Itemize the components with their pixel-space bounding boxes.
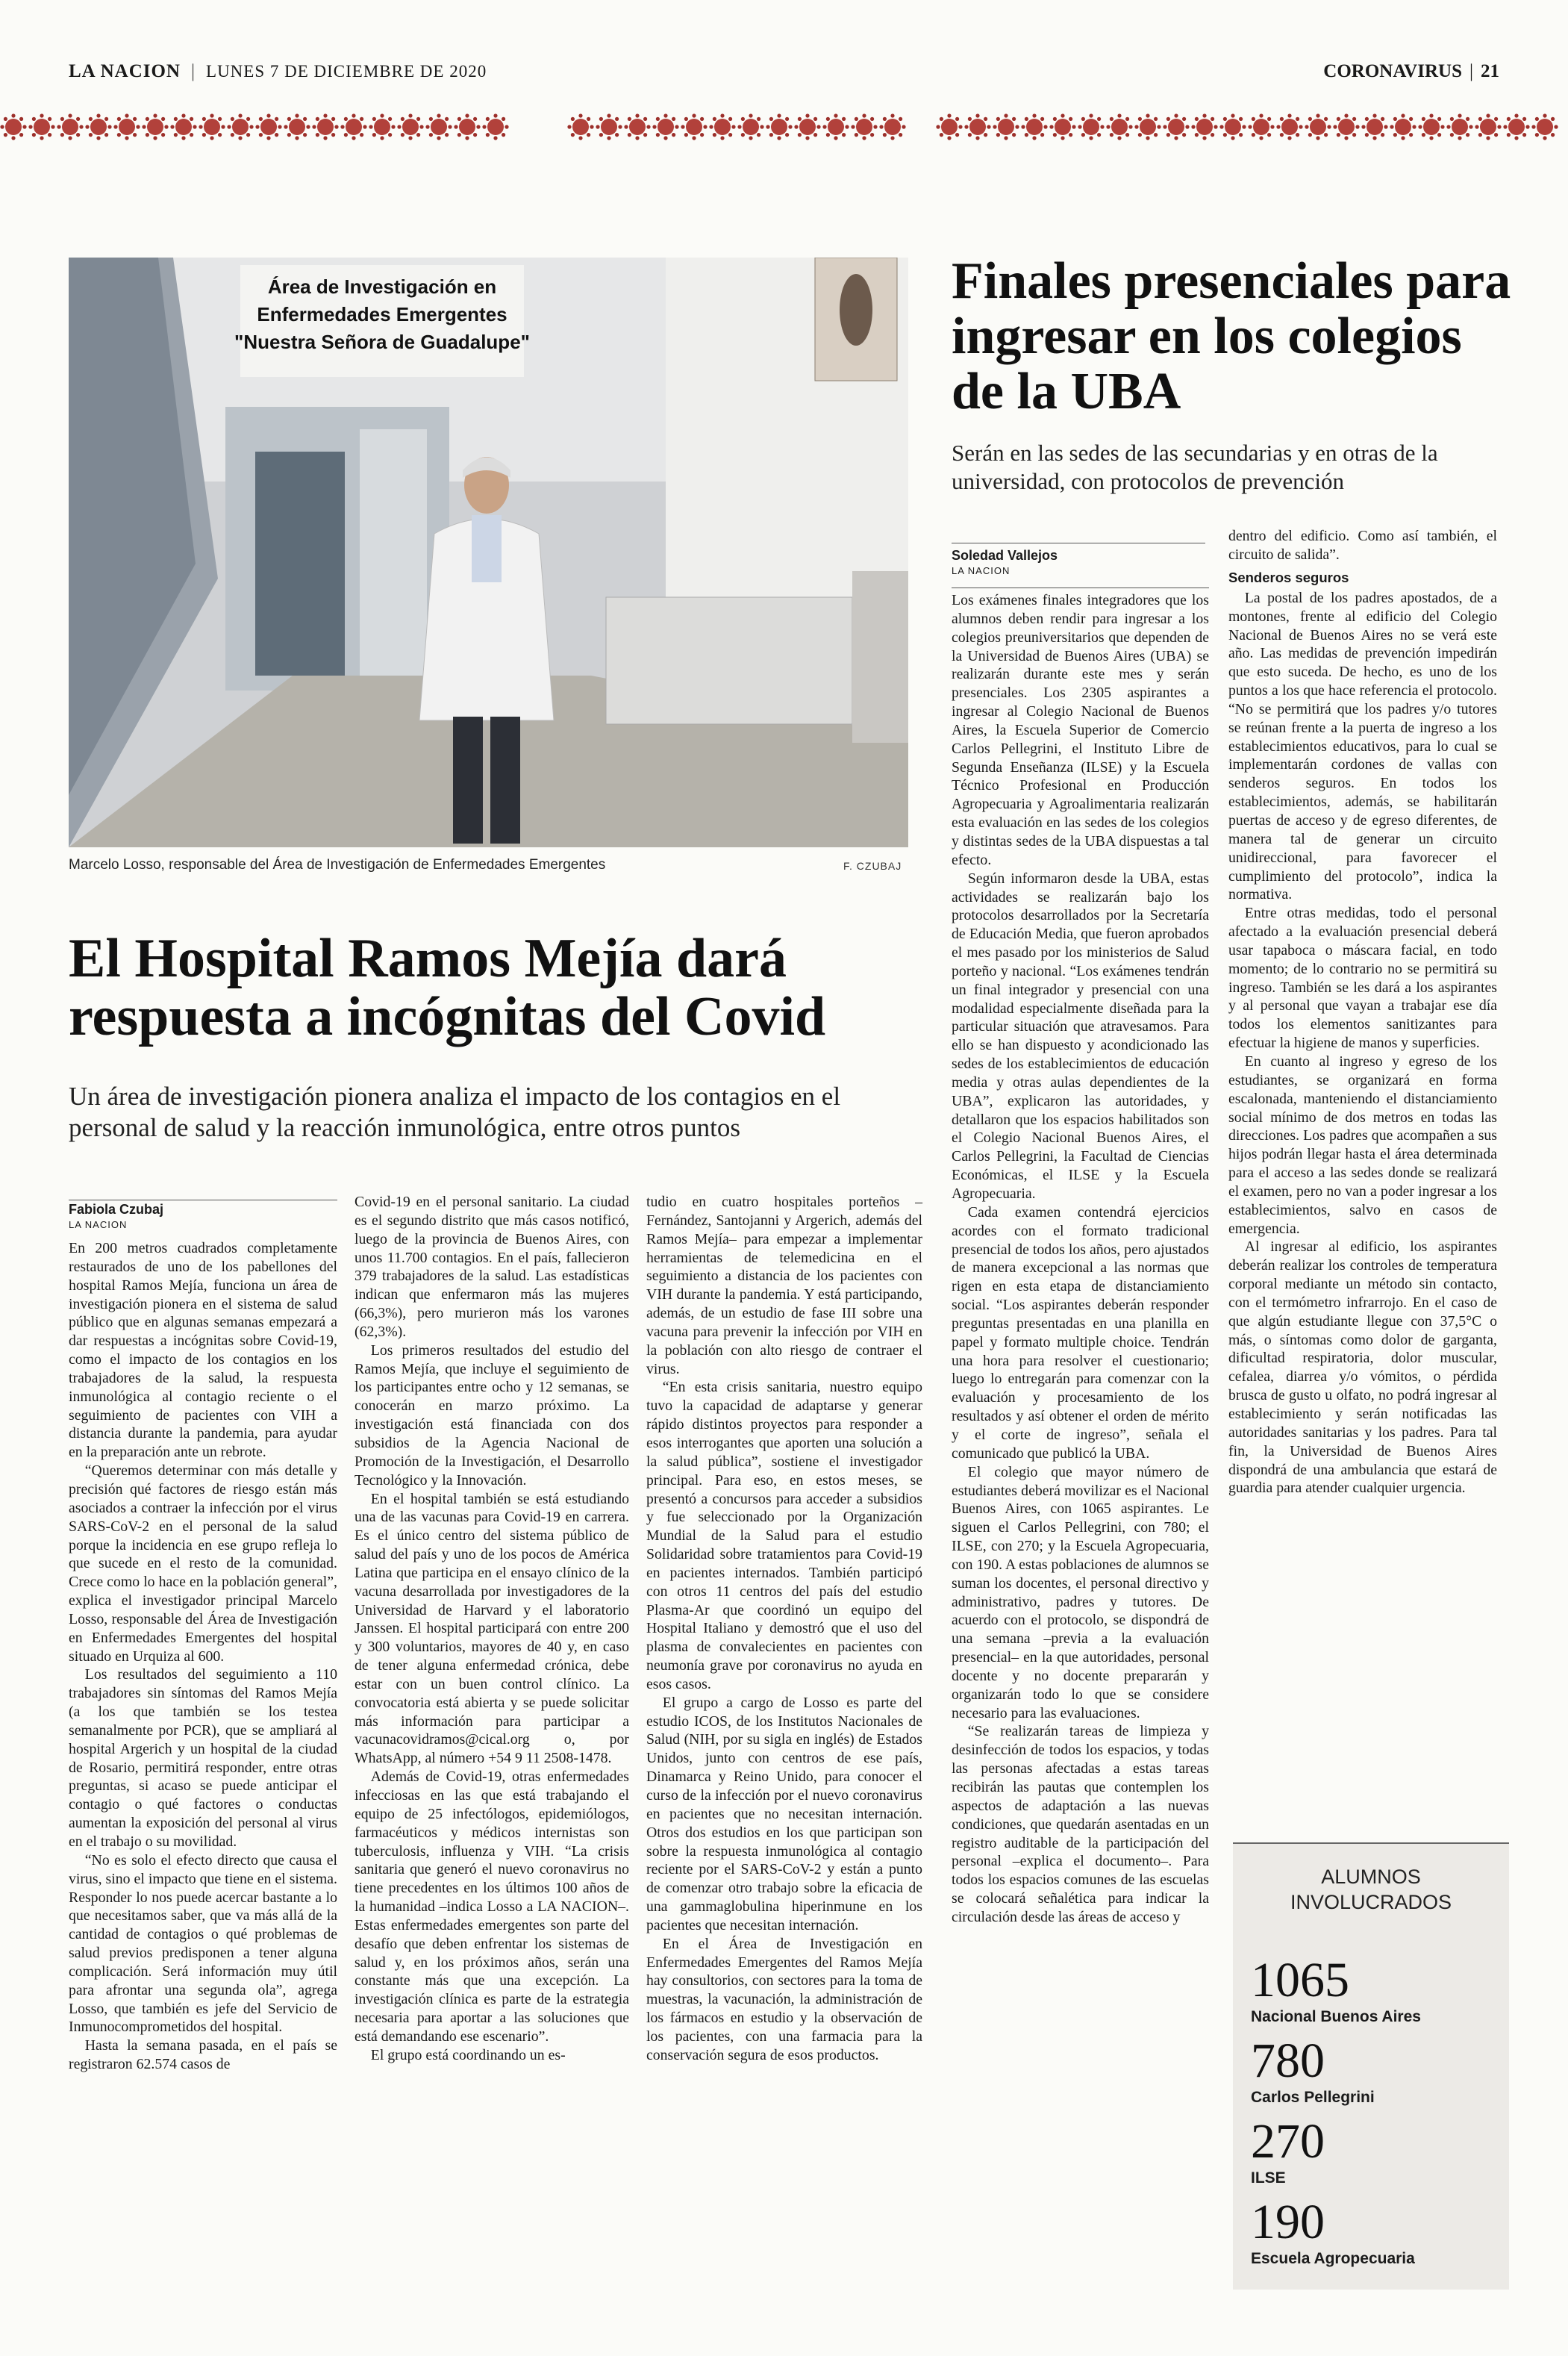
sidebar-title-line-1: ALUMNOS bbox=[1321, 1866, 1421, 1888]
stat-value: 190 bbox=[1251, 2195, 1325, 2249]
virus-icon bbox=[57, 113, 83, 140]
issue-date: LUNES 7 DE DICIEMBRE DE 2020 bbox=[206, 62, 487, 81]
photo-sign-line-3: "Nuestra Señora de Guadalupe" bbox=[234, 331, 530, 353]
photo-sign-line-2: Enfermedades Emergentes bbox=[257, 303, 507, 325]
virus-icon bbox=[454, 113, 480, 140]
uba-paragraph: Cada examen contendrá ejercicios acordes con el formato tradicional presencial de todos los años, pero ajustados de manera excepcional a las normas que rigen en esta etapa de distanciamiento social. “Los aspirantes deberán responder preguntas presentadas en una planilla en papel y formato multiple choice. Tendrán una hora para resolver el cuestionario; luego lo entregarán para comenzar con la evaluación y procesamiento de los resultados y así obtener el orden de mérito y el corte de ingreso”, señala el comunicado que publicó la UBA. bbox=[952, 1203, 1209, 1462]
page-number: 21 bbox=[1481, 61, 1499, 81]
virus-icon bbox=[142, 113, 168, 140]
virus-icon bbox=[624, 113, 650, 140]
virus-icon bbox=[1248, 113, 1274, 140]
virus-icon bbox=[993, 113, 1019, 140]
virus-icon bbox=[1049, 113, 1075, 140]
virus-icon bbox=[284, 113, 310, 140]
virus-icon bbox=[766, 113, 792, 140]
uba-paragraph: Según informaron desde la UBA, estas actividades se realizarán bajo los protocolos desarrollados por la Secretaría de Educación Media, que fueron aprobados el mes pasado por los ministerios de Salud porteño y nacional. “Los exámenes tendrán un final integrador y presencial con una modalidad especialmente diseñada para la particular situación que atravesamos. Para ello se han dispuesto y acondicionado las sedes de los establecimientos de educación media y otras aulas dependientes de la UBA”, explicaron las autoridades, y detallaron que los espacios habilitados son el Colegio Nacional Buenos Aires, el Carlos Pellegrini, la Facultad de Ciencias Económicas, el ILSE y la Escuela Agropecuaria. bbox=[952, 870, 1209, 1202]
uba-paragraph: “Se realizarán tareas de limpieza y desinfección de todos los espacios, y todas las personas afectadas a estas tareas recibirán las pautas que contemplen los aspectos de adaptación a las nuevas condiciones, que quedarán asentadas en un registro auditable de la participación del personal –explica el documento–. Para todos los espacios comunes de las escuelas se colocará señalética para indicar la circulación desde las áreas de acceso y bbox=[952, 1723, 1209, 1925]
virus-icon bbox=[1446, 113, 1472, 140]
virus-icon bbox=[1078, 113, 1104, 140]
virus-icon bbox=[1503, 113, 1529, 140]
virus-icon bbox=[1475, 113, 1501, 140]
stat-item bbox=[1251, 1953, 1421, 2026]
virus-icon bbox=[28, 113, 54, 140]
virus-icon bbox=[227, 113, 253, 140]
virus-icon bbox=[1305, 113, 1331, 140]
virus-icon bbox=[1418, 113, 1444, 140]
virus-icon bbox=[85, 113, 111, 140]
uba-paragraph: En cuanto al ingreso y egreso de los estudiantes, se organizará en forma escalonada, manteniendo el distanciamiento social mínimo de dos metros en todas las direcciones. Los padres que acompañen a sus hijos podrán llegar hasta el área determinada para el acceso a las sedes donde se realizará el examen, pero no van a poder ingresar a los establecimientos, salvo en casos de emergencia. bbox=[1228, 1053, 1497, 1237]
uba-author: Soledad Vallejos bbox=[952, 548, 1058, 563]
hospital-paragraph: “Queremos determinar con más detalle y precisión qué factores de riesgo están más asociados a contraer la infección por el virus SARS-CoV-2 en el personal de la salud porque la incidencia en ese grupo refleja lo que sucede en el resto de la comunidad. Crece como lo hace en la población general”, explica el investigador principal Marcelo Losso, responsable del Área de Investigación en Enfermedades Emergentes del hospital situado en Urquiza al 600. bbox=[69, 1462, 337, 1665]
virus-decoration-band bbox=[0, 105, 1568, 149]
virus-icon bbox=[1191, 113, 1217, 140]
students-sidebar bbox=[1233, 1842, 1509, 2290]
uba-paragraph: dentro del edificio. Como así también, el circuito de salida”. bbox=[1228, 528, 1497, 563]
hospital-paragraph: En el Área de Investigación en Enfermedades Emergentes del Ramos Mejía hay consultorios, con sectores para la toma de muestras, la vacunación, la administración de los fármacos en estudio y la observación de los pacientes, con una farmacia para la conservación segura de esos productos. bbox=[646, 1935, 922, 2063]
stat-label: Carlos Pellegrini bbox=[1251, 2089, 1375, 2106]
virus-icon bbox=[170, 113, 196, 140]
hospital-author: Fabiola Czubaj bbox=[69, 1202, 164, 1217]
photo-caption: Marcelo Losso, responsable del Área de Investigación de Enfermedades Emergentes bbox=[69, 857, 606, 873]
virus-icon bbox=[113, 113, 140, 140]
hospital-org: LA NACION bbox=[69, 1219, 128, 1230]
photo-sign-line-1: Área de Investigación en bbox=[267, 275, 497, 298]
virus-icon bbox=[681, 113, 707, 140]
hospital-paragraph: Hasta la semana pasada, en el país se registraron 62.574 casos de bbox=[69, 2037, 337, 2073]
section-name: CORONAVIRUS bbox=[1323, 61, 1462, 81]
virus-icon bbox=[1021, 113, 1047, 140]
virus-icon bbox=[369, 113, 395, 140]
stat-label: Nacional Buenos Aires bbox=[1251, 2008, 1421, 2025]
uba-paragraph: Los exámenes finales integradores que los alumnos deben rendir para ingresar a los colegios preuniversitarios que dependen de la Universidad de Buenos Aires (UBA) se realizarán durante este mes y serán presenciales. Los 2305 aspirantes a ingresar al Colegio Nacional de Buenos Aires, la Escuela Superior de Comercio Carlos Pellegrini, el Instituto Libre de Segunda Enseñanza (ILSE) y la Escuela Técnico Profesional en Producción Agropecuaria y Agroalimentaria realizarán esta evaluación en las sedes de los colegios y distintas sedes de la UBA dispuestas a tal efecto. bbox=[952, 592, 1209, 868]
hospital-paragraph: Covid-19 en el personal sanitario. La ciudad es el segundo distrito que más casos notificó, luego de la provincia de Buenos Aires, con unos 11.700 contagios. En el país, fallecieron 379 trabajadores de la salud. Las estadísticas indican que enfermaron más las mujeres (66,3%), pero murieron más los varones (62,3%). bbox=[354, 1194, 629, 1340]
masthead: LA NACION | LUNES 7 DE DICIEMBRE DE 2020 bbox=[69, 61, 487, 81]
sidebar-title-line-2: INVOLUCRADOS bbox=[1290, 1890, 1452, 1913]
uba-byline bbox=[952, 543, 1205, 576]
virus-icon bbox=[482, 113, 508, 140]
hospital-paragraph: Los resultados del seguimiento a 110 trabajadores sin síntomas del Ramos Mejía (a los que también se los testea semanalmente por PCR), que se ampliará al hospital Argerich y un hospital de la ciudad de Rosario, permitirá responder, entre otras preguntas, si acaso se puede anticipar el contagio o qué factores o conductas aumentan la exposición del personal al virus en el trabajo o su movilidad. bbox=[69, 1666, 337, 1850]
hospital-paragraph: “No es solo el efecto directo que causa el virus, sino el impacto que tiene en el sistema. Responder lo nos puede acercar bastante a lo que necesitamos saber, que va más allá de la cantidad de contagios o qué problemas de salud previos predisponen a tener alguna complicación. Será información muy útil para afrontar una segunda ola”, agrega Losso, que también es jefe del Servicio de Inmunocomprometidos del hospital. bbox=[69, 1851, 337, 2036]
virus-icon bbox=[425, 113, 452, 140]
photo-credit: F. CZUBAJ bbox=[843, 860, 902, 872]
hospital-paragraph: Además de Covid-19, otras enfermedades infecciosas en las que está trabajando el equipo de 25 infectólogos, epidemiólogos, farmacéuticos y médicos internistas son tuberculosis, influenza y VIH. “La crisis sanitaria que generó el nuevo coronavirus no tiene precedentes en los últimos 100 años de la humanidad –indica Losso a LA NACION–. Estas enfermedades emergentes son parte del desafío que deben enfrentar los sistemas de salud y, en los próximos años, serán una constante más que una excepción. La investigación clínica es parte de la estrategia necesaria para aportar a las soluciones que está demandando ese escenario”. bbox=[354, 1768, 629, 2045]
virus-icon bbox=[1531, 113, 1558, 140]
virus-icon bbox=[1106, 113, 1132, 140]
hospital-paragraph: En el hospital también se está estudiando una de las vacunas para Covid-19 en carrera. Es el único centro del sistema público de salud del país y uno de los pocos de América Latina que participa en el ensayo clínico de la vacuna desarrollada por investigadores de la Universidad de Harvard y el laboratorio Janssen. El hospital participará con entre 200 y 300 voluntarios, mayores de 40 y, en caso de tener alguna enfermedad crónica, debe estar con un buen control clínico. La convocatoria está abierta y se puede solicitar más información para participar a vacunacovidramos@cical.org o, por WhatsApp, al número +54 9 11 2508-1478. bbox=[354, 1490, 629, 1767]
virus-icon bbox=[1361, 113, 1387, 140]
uba-column-1 bbox=[952, 588, 1209, 1927]
stat-label: ILSE bbox=[1251, 2169, 1286, 2187]
virus-icon bbox=[340, 113, 366, 140]
virus-icon bbox=[199, 113, 225, 140]
hospital-column-3 bbox=[646, 1193, 922, 2065]
uba-paragraph: Entre otras medidas, todo el personal afectado a la evaluación presencial deberá usar tapaboca o máscara facial, en todo momento; de lo contrario no se permitirá su ingreso. También se les dará a los aspirantes y al personal que vayan a trabajar ese día todos los elementos sanitizantes para efectuar la higiene de manos y superficies. bbox=[1228, 905, 1497, 1052]
virus-icon bbox=[652, 113, 678, 140]
stat-label: Escuela Agropecuaria bbox=[1251, 2250, 1415, 2267]
virus-icon bbox=[822, 113, 849, 140]
virus-icon bbox=[1390, 113, 1416, 140]
virus-icon bbox=[1219, 113, 1246, 140]
uba-org: LA NACION bbox=[952, 565, 1011, 576]
section-header: CORONAVIRUS | 21 bbox=[1323, 61, 1499, 81]
stat-item bbox=[1251, 2195, 1415, 2268]
virus-icon bbox=[567, 113, 593, 140]
stat-value: 1065 bbox=[1251, 1953, 1349, 2007]
hospital-paragraph: “En esta crisis sanitaria, nuestro equipo tuvo la capacidad de adaptarse y generar rápido distintos proyectos para responder a esos interrogantes que aporten una solución a la salud pública”, sostiene el investigador principal. Para eso, en estos meses, se presentó a concursos para acceder a subsidios y fue seleccionado por la Organización Mundial de la Salud para el estudio Solidaridad sobre tratamientos para Covid-19 en pacientes internados. También participó con otros 11 centros del país del estudio Plasma-Ar que coordinó un equipo del Hospital Italiano y demostró que el uso del plasma de convalecientes en pacientes con neumonía grave por coronavirus no ayuda en esos casos. bbox=[646, 1379, 922, 1692]
virus-icon bbox=[1134, 113, 1161, 140]
uba-column-2 bbox=[1228, 527, 1497, 1498]
hospital-column-1 bbox=[69, 1239, 337, 2074]
virus-icon bbox=[964, 113, 990, 140]
uba-paragraph: La postal de los padres apostados, de a montones, frente al edificio del Colegio Nacional de Buenos Aires no se verá este año. Las medidas de prevención impedirán que esto suceda. De hecho, es uno de los puntos a los que hace referencia el protocolo. “No se permitirá que los padres y/o tutores se reúnan frente a la puerta de ingreso a los establecimientos educativos, para lo cual se implementarán cordones de vallas con senderos seguros. En todos los establecimientos, además, se habilitarán puertas de acceso y de egreso diferentes, de manera tal de generar un circuito unidireccional, para favorecer el cumplimiento del protocolo”, indica la normativa. bbox=[1228, 589, 1497, 903]
hospital-paragraph: El grupo a cargo de Losso es parte del estudio ICOS, de los Institutos Nacionales de Salud (NIH, por su sigla en inglés) de Estados Unidos, junto con centros de ese país, Dinamarca y Reino Unido, para conocer el curso de la infección por el nuevo coronavirus en pacientes que no necesitan internación. Otros dos estudios en los que participan son sobre la respuesta inmunológica al contagio reciente por el SARS-CoV-2 y están a punto de comenzar otro trabajo sobre la eficacia de una gammaglobulina hiperinmune en los pacientes que necesitan internación. bbox=[646, 1694, 922, 1933]
sidebar-title bbox=[1233, 1865, 1509, 1916]
hospital-subhead: Un área de investigación pionera analiza el impacto de los contagios en el personal de salud y la reacción inmunológica, entre otros puntos bbox=[69, 1082, 841, 1142]
uba-headline: Finales presenciales para ingresar en los colegios de la UBA bbox=[952, 252, 1511, 421]
virus-icon bbox=[397, 113, 423, 140]
hospital-paragraph: Los primeros resultados del estudio del Ramos Mejía, que incluye el seguimiento de los participantes entre ocho y 12 semanas, se conocerán en marzo próximo. La investigación está financiada con dos subsidios de la Agencia Nacional de Promoción de la Investigación, el Desarrollo Tecnológico y la Innovación. bbox=[354, 1341, 629, 1489]
virus-icon bbox=[255, 113, 281, 140]
virus-icon bbox=[851, 113, 877, 140]
hospital-byline bbox=[69, 1200, 337, 1230]
stat-item bbox=[1251, 2114, 1325, 2187]
hospital-column-2 bbox=[354, 1193, 629, 2065]
virus-icon bbox=[1333, 113, 1359, 140]
uba-subheading: Senderos seguros bbox=[1228, 569, 1349, 585]
virus-icon bbox=[737, 113, 763, 140]
stat-value: 270 bbox=[1251, 2114, 1325, 2169]
uba-paragraph: El colegio que mayor número de estudiantes deberá movilizar es el Nacional Buenos Aires, con 1065 aspirantes. Le siguen el Carlos Pellegrini, con 780; el ILSE, con 270; y la Escuela Agropecuaria, con 190. A estas poblaciones de alumnos se suman los docentes, el personal directivo y administrativo, padres y tutores. De acuerdo con el protocolo, se dispondrá de una semana –previa a la evaluación presencial– en la que autoridades, personal docente y no docente prepararán y organizarán todo lo que se considere necesario para las evaluaciones. bbox=[952, 1463, 1210, 1721]
virus-icon bbox=[936, 113, 962, 140]
virus-icon bbox=[596, 113, 622, 140]
hospital-paragraph: tudio en cuatro hospitales porteños –Fernández, Santojanni y Argerich, además del Ramos Mejía– para empezar a implementar herramientas de telemedicina en el seguimiento a distancia de los pacientes con VIH durante la pandemia. Y está participando, además, de un estudio de fase III sobre una vacuna para prevenir la infección por VIH en la población con alto riesgo de contraer el virus. bbox=[646, 1194, 922, 1377]
virus-icon bbox=[0, 113, 26, 140]
hospital-paragraph: En 200 metros cuadrados completamente restaurados de uno de los pabellones del hospital Ramos Mejía, funciona un área de investigación pionera en el sistema de salud público que en algunas semanas empezará a dar respuestas a incógnitas sobre Covid-19, como el impacto de los contagios en los trabajadores de la salud, la respuesta inmunológica al contagio reciente o el seguimiento de pacientes con VIH a distancia durante la pandemia, para ayudar en la preparación ante un rebrote. bbox=[69, 1240, 337, 1461]
uba-subhead: Serán en las sedes de las secundarias y en otras de la universidad, con protocolos de prevención bbox=[952, 440, 1438, 494]
stat-value: 780 bbox=[1251, 2034, 1325, 2088]
hospital-photo bbox=[69, 258, 908, 847]
hospital-headline: El Hospital Ramos Mejía dará respuesta a incógnitas del Covid bbox=[69, 928, 826, 1048]
virus-icon bbox=[1163, 113, 1189, 140]
virus-icon bbox=[312, 113, 338, 140]
uba-paragraph: Al ingresar al edificio, los aspirantes deberán realizar los controles de temperatura corporal mediante un método sin contacto, con el termómetro infrarrojo. En el caso de que algún estudiante llegue con 37,5°C o más, o síntomas como dolor de garganta, dificultad respiratoria, dolor muscular, cefalea, diarrea y/o vómitos, o pérdida brusca de gusto u olfato, no podrá ingresar al establecimiento y serán notificadas las autoridades sanitarias y los padres. Para tal fin, la Universidad de Buenos Aires dispondrá de una ambulancia que estará de guardia para atender cualquier urgencia. bbox=[1228, 1238, 1497, 1497]
virus-icon bbox=[879, 113, 905, 140]
virus-icon bbox=[709, 113, 735, 140]
paper-name: LA NACION bbox=[69, 61, 181, 81]
stat-item bbox=[1251, 2036, 1375, 2107]
hospital-paragraph: El grupo está coordinando un es- bbox=[370, 2046, 566, 2063]
virus-icon bbox=[1276, 113, 1302, 140]
virus-icon bbox=[794, 113, 820, 140]
